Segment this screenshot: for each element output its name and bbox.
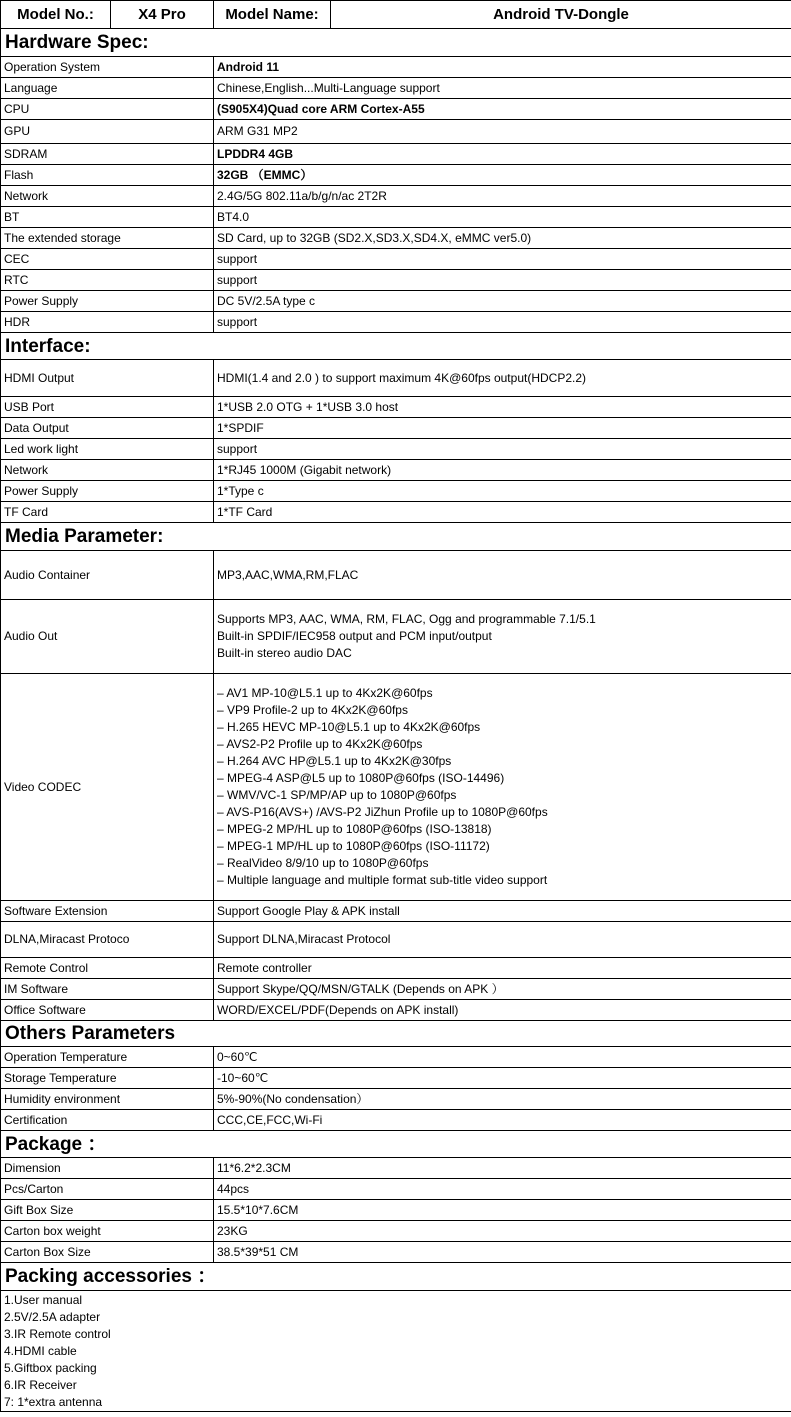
row-value: support bbox=[214, 312, 791, 333]
row-value: LPDDR4 4GB bbox=[214, 144, 791, 165]
table-row bbox=[1, 418, 791, 439]
row-value: 5%-90%(No condensation） bbox=[214, 1089, 791, 1110]
row-value: BT4.0 bbox=[214, 207, 791, 228]
table-row bbox=[1, 922, 791, 958]
section-title: Packing accessories ： bbox=[1, 1263, 791, 1291]
codec-line: – H.264 AVC HP@L5.1 up to 4Kx2K@30fps bbox=[217, 754, 452, 768]
row-value: ARM G31 MP2 bbox=[214, 120, 791, 144]
section-media bbox=[1, 523, 791, 551]
table-row bbox=[1, 460, 791, 481]
codec-line: – H.265 HEVC MP-10@L5.1 up to 4Kx2K@60fps bbox=[217, 720, 481, 734]
table-row bbox=[1, 397, 791, 418]
row-value: support bbox=[214, 439, 791, 460]
accessories-row bbox=[1, 1291, 791, 1412]
row-label: Certification bbox=[1, 1110, 214, 1131]
row-value: Support Skype/QQ/MSN/GTALK (Depends on APK ） bbox=[214, 979, 791, 1000]
row-label: BT bbox=[1, 207, 214, 228]
table-row bbox=[1, 291, 791, 312]
table-row bbox=[1, 360, 791, 397]
row-value: 11*6.2*2.3CM bbox=[214, 1158, 791, 1179]
codec-line: – AV1 MP-10@L5.1 up to 4Kx2K@60fps bbox=[217, 686, 433, 700]
table-row bbox=[1, 439, 791, 460]
row-value: 0~60℃ bbox=[214, 1047, 791, 1068]
row-label: Video CODEC bbox=[1, 674, 214, 901]
table-row bbox=[1, 249, 791, 270]
row-label: Storage Temperature bbox=[1, 1068, 214, 1089]
table-row bbox=[1, 1089, 791, 1110]
row-label: Operation System bbox=[1, 57, 214, 78]
row-label: HDR bbox=[1, 312, 214, 333]
table-row bbox=[1, 1068, 791, 1089]
section-hardware bbox=[1, 29, 791, 57]
row-value: 44pcs bbox=[214, 1179, 791, 1200]
section-title: Others Parameters bbox=[1, 1021, 791, 1047]
accessory-item: 4.HDMI cable bbox=[4, 1344, 77, 1358]
row-value: CCC,CE,FCC,Wi-Fi bbox=[214, 1110, 791, 1131]
row-label: Software Extension bbox=[1, 901, 214, 922]
accessories-list bbox=[1, 1291, 791, 1412]
model-header-row bbox=[1, 1, 791, 29]
row-label: Led work light bbox=[1, 439, 214, 460]
section-title: Interface: bbox=[1, 333, 791, 360]
row-value: 1*USB 2.0 OTG + 1*USB 3.0 host bbox=[214, 397, 791, 418]
model-no-label: Model No.: bbox=[1, 1, 111, 29]
codec-line: – AVS-P16(AVS+) /AVS-P2 JiZhun Profile up to 1080P@60fps bbox=[217, 805, 548, 819]
row-value: Support DLNA,Miracast Protocol bbox=[214, 922, 791, 958]
codec-line: – RealVideo 8/9/10 up to 1080P@60fps bbox=[217, 856, 429, 870]
row-label: DLNA,Miracast Protoco bbox=[1, 922, 214, 958]
row-label: USB Port bbox=[1, 397, 214, 418]
row-value: SD Card, up to 32GB (SD2.X,SD3.X,SD4.X, eMMC ver5.0) bbox=[214, 228, 791, 249]
row-label: Dimension bbox=[1, 1158, 214, 1179]
table-row bbox=[1, 600, 791, 674]
table-row bbox=[1, 1179, 791, 1200]
row-label: Remote Control bbox=[1, 958, 214, 979]
section-title: Media Parameter: bbox=[1, 523, 791, 551]
accessory-item: 3.IR Remote control bbox=[4, 1327, 111, 1341]
table-row bbox=[1, 481, 791, 502]
row-value: (S905X4)Quad core ARM Cortex-A55 bbox=[214, 99, 791, 120]
row-label: GPU bbox=[1, 120, 214, 144]
row-value: WORD/EXCEL/PDF(Depends on APK install) bbox=[214, 1000, 791, 1021]
row-value: 23KG bbox=[214, 1221, 791, 1242]
codec-line: – VP9 Profile-2 up to 4Kx2K@60fps bbox=[217, 703, 408, 717]
audio-out-value bbox=[214, 600, 791, 674]
table-row bbox=[1, 1110, 791, 1131]
accessory-item: 7: 1*extra antenna bbox=[4, 1395, 103, 1409]
row-label: IM Software bbox=[1, 979, 214, 1000]
codec-line: – AVS2-P2 Profile up to 4Kx2K@60fps bbox=[217, 737, 423, 751]
table-row bbox=[1, 120, 791, 144]
accessory-item: 5.Giftbox packing bbox=[4, 1361, 97, 1375]
audio-out-line: Supports MP3, AAC, WMA, RM, FLAC, Ogg and programmable 7.1/5.1 bbox=[217, 612, 596, 626]
table-row bbox=[1, 228, 791, 249]
row-label: Flash bbox=[1, 165, 214, 186]
model-name-label: Model Name: bbox=[214, 1, 331, 29]
codec-line: – Multiple language and multiple format sub-title video support bbox=[217, 873, 548, 887]
table-row bbox=[1, 270, 791, 291]
row-label: Network bbox=[1, 186, 214, 207]
row-value: Chinese,English...Multi-Language support bbox=[214, 78, 791, 99]
table-row bbox=[1, 958, 791, 979]
row-value: 2.4G/5G 802.11a/b/g/n/ac 2T2R bbox=[214, 186, 791, 207]
table-row bbox=[1, 144, 791, 165]
table-row bbox=[1, 57, 791, 78]
row-label: Power Supply bbox=[1, 291, 214, 312]
row-label: Audio Out bbox=[1, 600, 214, 674]
row-label: Gift Box Size bbox=[1, 1200, 214, 1221]
row-value: HDMI(1.4 and 2.0 ) to support maximum 4K@60fps output(HDCP2.2) bbox=[214, 360, 791, 397]
row-value: support bbox=[214, 270, 791, 291]
row-value: support bbox=[214, 249, 791, 270]
table-row bbox=[1, 207, 791, 228]
codec-line: – MPEG-2 MP/HL up to 1080P@60fps (ISO-13818) bbox=[217, 822, 492, 836]
row-label: Operation Temperature bbox=[1, 1047, 214, 1068]
row-value: Support Google Play & APK install bbox=[214, 901, 791, 922]
row-value: 1*RJ45 1000M (Gigabit network) bbox=[214, 460, 791, 481]
row-value: Android 11 bbox=[214, 57, 791, 78]
table-row bbox=[1, 78, 791, 99]
section-accessories bbox=[1, 1263, 791, 1291]
accessory-item: 6.IR Receiver bbox=[4, 1378, 77, 1392]
table-row bbox=[1, 979, 791, 1000]
audio-out-line: Built-in stereo audio DAC bbox=[217, 646, 352, 660]
row-value: 1*TF Card bbox=[214, 502, 791, 523]
row-label: Carton box weight bbox=[1, 1221, 214, 1242]
section-others bbox=[1, 1021, 791, 1047]
row-label: Pcs/Carton bbox=[1, 1179, 214, 1200]
row-label: RTC bbox=[1, 270, 214, 291]
section-package bbox=[1, 1131, 791, 1158]
table-row bbox=[1, 674, 791, 901]
row-label: Audio Container bbox=[1, 551, 214, 600]
table-row bbox=[1, 99, 791, 120]
codec-line: – MPEG-1 MP/HL up to 1080P@60fps (ISO-11172) bbox=[217, 839, 490, 853]
row-value: 1*SPDIF bbox=[214, 418, 791, 439]
table-row bbox=[1, 901, 791, 922]
row-label: Humidity environment bbox=[1, 1089, 214, 1110]
row-value: MP3,AAC,WMA,RM,FLAC bbox=[214, 551, 791, 600]
row-value: Remote controller bbox=[214, 958, 791, 979]
table-row bbox=[1, 1221, 791, 1242]
codec-line: – WMV/VC-1 SP/MP/AP up to 1080P@60fps bbox=[217, 788, 457, 802]
table-row bbox=[1, 1047, 791, 1068]
row-label: CPU bbox=[1, 99, 214, 120]
row-value: 32GB （EMMC） bbox=[214, 165, 791, 186]
row-label: Language bbox=[1, 78, 214, 99]
row-label: Power Supply bbox=[1, 481, 214, 502]
row-label: Network bbox=[1, 460, 214, 481]
table-row bbox=[1, 1000, 791, 1021]
row-label: Carton Box Size bbox=[1, 1242, 214, 1263]
table-row bbox=[1, 312, 791, 333]
table-row bbox=[1, 1200, 791, 1221]
row-label: The extended storage bbox=[1, 228, 214, 249]
section-title: Package ： bbox=[1, 1131, 791, 1158]
row-label: TF Card bbox=[1, 502, 214, 523]
codec-line: – MPEG-4 ASP@L5 up to 1080P@60fps (ISO-14496) bbox=[217, 771, 505, 785]
accessory-item: 1.User manual bbox=[4, 1293, 83, 1307]
section-title: Hardware Spec: bbox=[1, 29, 791, 57]
table-row bbox=[1, 186, 791, 207]
section-interface bbox=[1, 333, 791, 360]
table-row bbox=[1, 1242, 791, 1263]
accessory-item: 2.5V/2.5A adapter bbox=[4, 1310, 101, 1324]
table-row bbox=[1, 502, 791, 523]
model-name-value: Android TV-Dongle bbox=[331, 1, 791, 29]
row-value: -10~60℃ bbox=[214, 1068, 791, 1089]
row-label: CEC bbox=[1, 249, 214, 270]
model-no-value: X4 Pro bbox=[111, 1, 214, 29]
row-label: Office Software bbox=[1, 1000, 214, 1021]
audio-out-line: Built-in SPDIF/IEC958 output and PCM input/output bbox=[217, 629, 492, 643]
row-label: HDMI Output bbox=[1, 360, 214, 397]
row-value: 1*Type c bbox=[214, 481, 791, 502]
row-label: SDRAM bbox=[1, 144, 214, 165]
video-codec-value bbox=[214, 674, 791, 901]
table-row bbox=[1, 551, 791, 600]
row-label: Data Output bbox=[1, 418, 214, 439]
row-value: DC 5V/2.5A type c bbox=[214, 291, 791, 312]
table-row bbox=[1, 1158, 791, 1179]
table-row bbox=[1, 165, 791, 186]
row-value: 38.5*39*51 CM bbox=[214, 1242, 791, 1263]
row-value: 15.5*10*7.6CM bbox=[214, 1200, 791, 1221]
